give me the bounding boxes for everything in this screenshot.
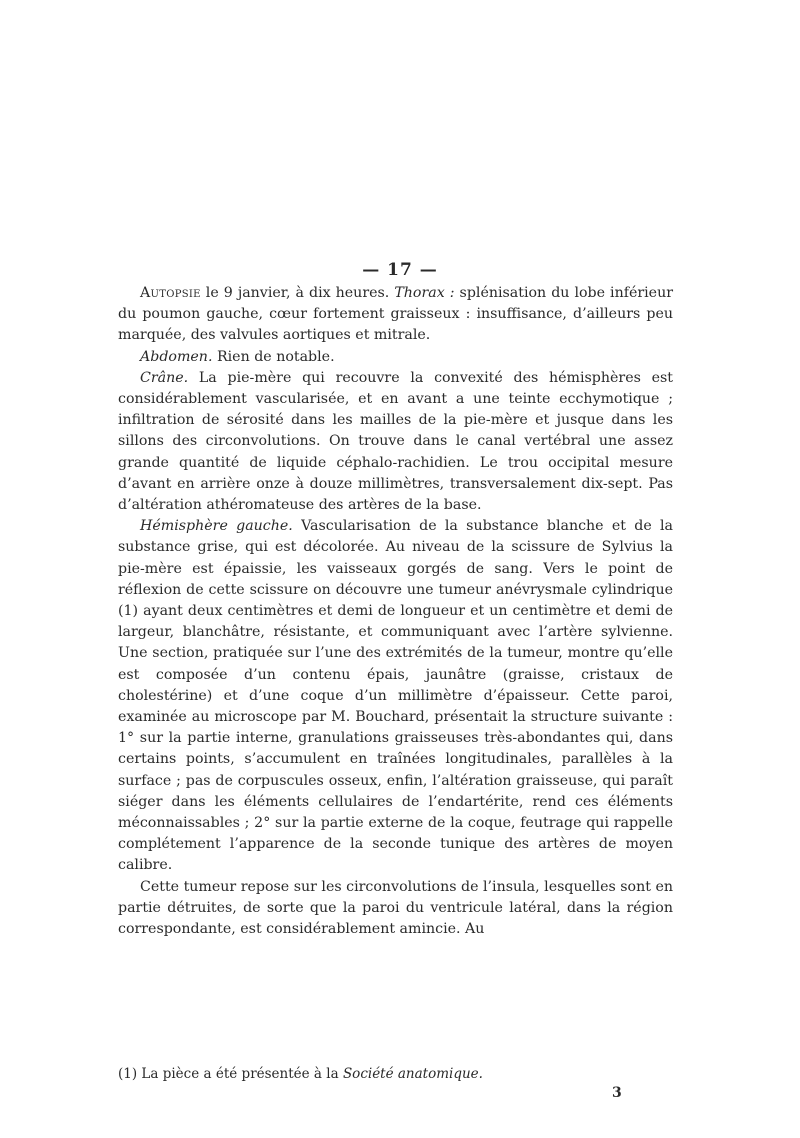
autopsie-date: le 9 janvier, à dix heures.: [200, 285, 395, 301]
autopsie-heading: Autopsie: [140, 285, 201, 301]
footnote: [118, 1065, 673, 1083]
thorax-label: Thorax :: [394, 285, 455, 301]
body-text: [118, 283, 673, 940]
crane-label: Crâne.: [140, 369, 189, 386]
paragraph-tumeur: [118, 877, 673, 941]
paragraph-abdomen: [118, 347, 673, 368]
page-number: — 17 —: [362, 260, 438, 280]
signature-mark: 3: [612, 1085, 622, 1101]
paragraph-crane: [118, 368, 673, 516]
abdomen-text: Rien de notable.: [212, 348, 335, 365]
footnote-text: La pièce a été présentée à la: [137, 1066, 343, 1082]
tumeur-text: Cette tumeur repose sur les circonvolutions de l’insula, lesquelles sont en partie détruites, de sorte que la paroi du ventricule latéral, dans la région correspondante, est considérablement amincie. Au: [118, 878, 673, 938]
abdomen-label: Abdomen.: [140, 348, 213, 365]
paragraph-hemisphere: [118, 516, 673, 876]
footnote-marker: (1): [118, 1066, 138, 1082]
thorax-text: splénisation du lobe inférieur du poumon gauche, cœur fortement graisseux : insuffisance, d’ailleurs peu marquée, des valvules aortiques et mitrale.: [118, 285, 673, 344]
hemisphere-text: Vascularisation de la substance blanche et de la substance grise, qui est décolorée. Au niveau de la scissure de Sylvius la pie-mère est épaissie, les vaisseaux gorgés de sang. Vers le point de réflexion de cette scissure on découvre une tumeur anévrysmale cylindrique (1) ayant deux centimètres et demi de longueur et un centimètre et demi de largeur, blanchâtre, résistante, et communiquant avec l’artère sylvienne. Une section, pratiquée sur l’une des extrémités de la tumeur, montre qu’elle est composée d’un contenu épais, jaunâtre (graisse, cristaux de cholestérine) et d’une coque d’un millimètre d’épaisseur. Cette paroi, examinée au microscope par M. Bouchard, présentait la structure suivante : 1° sur la partie interne, granulations graisseuses très-abondantes qui, dans certains points, s’accumulent en traînées longitudinales, parallèles à la surface ; pas de corpuscules osseux, enfin, l’altération graisseuse, qui paraît siéger dans les éléments cellulaires de l’endartérite, rend ces éléments méconnaissables ; 2° sur la partie externe de la coque, feutrage qui rappelle complétement l’apparence de la seconde tunique des artères de moyen calibre.: [118, 518, 673, 874]
footnote-emphasis: Société anatomique.: [342, 1066, 483, 1082]
crane-text: La pie-mère qui recouvre la convexité des hémisphères est considérablement vascularisée, et en avant a une teinte ecchymotique ; infiltration de sérosité dans les mailles de la pie-mère et jusque dans les sillons des circonvolutions. On trouve dans le canal vertébral une assez grande quantité de liquide céphalo-rachidien. Le trou occipital mesure d’avant en arrière onze à douze millimètres, transversalement dix-sept. Pas d’altération athéromateuse des artères de la base.: [118, 369, 673, 514]
hemisphere-label: Hémisphère gauche.: [140, 518, 293, 535]
paragraph-autopsie: [118, 283, 673, 347]
